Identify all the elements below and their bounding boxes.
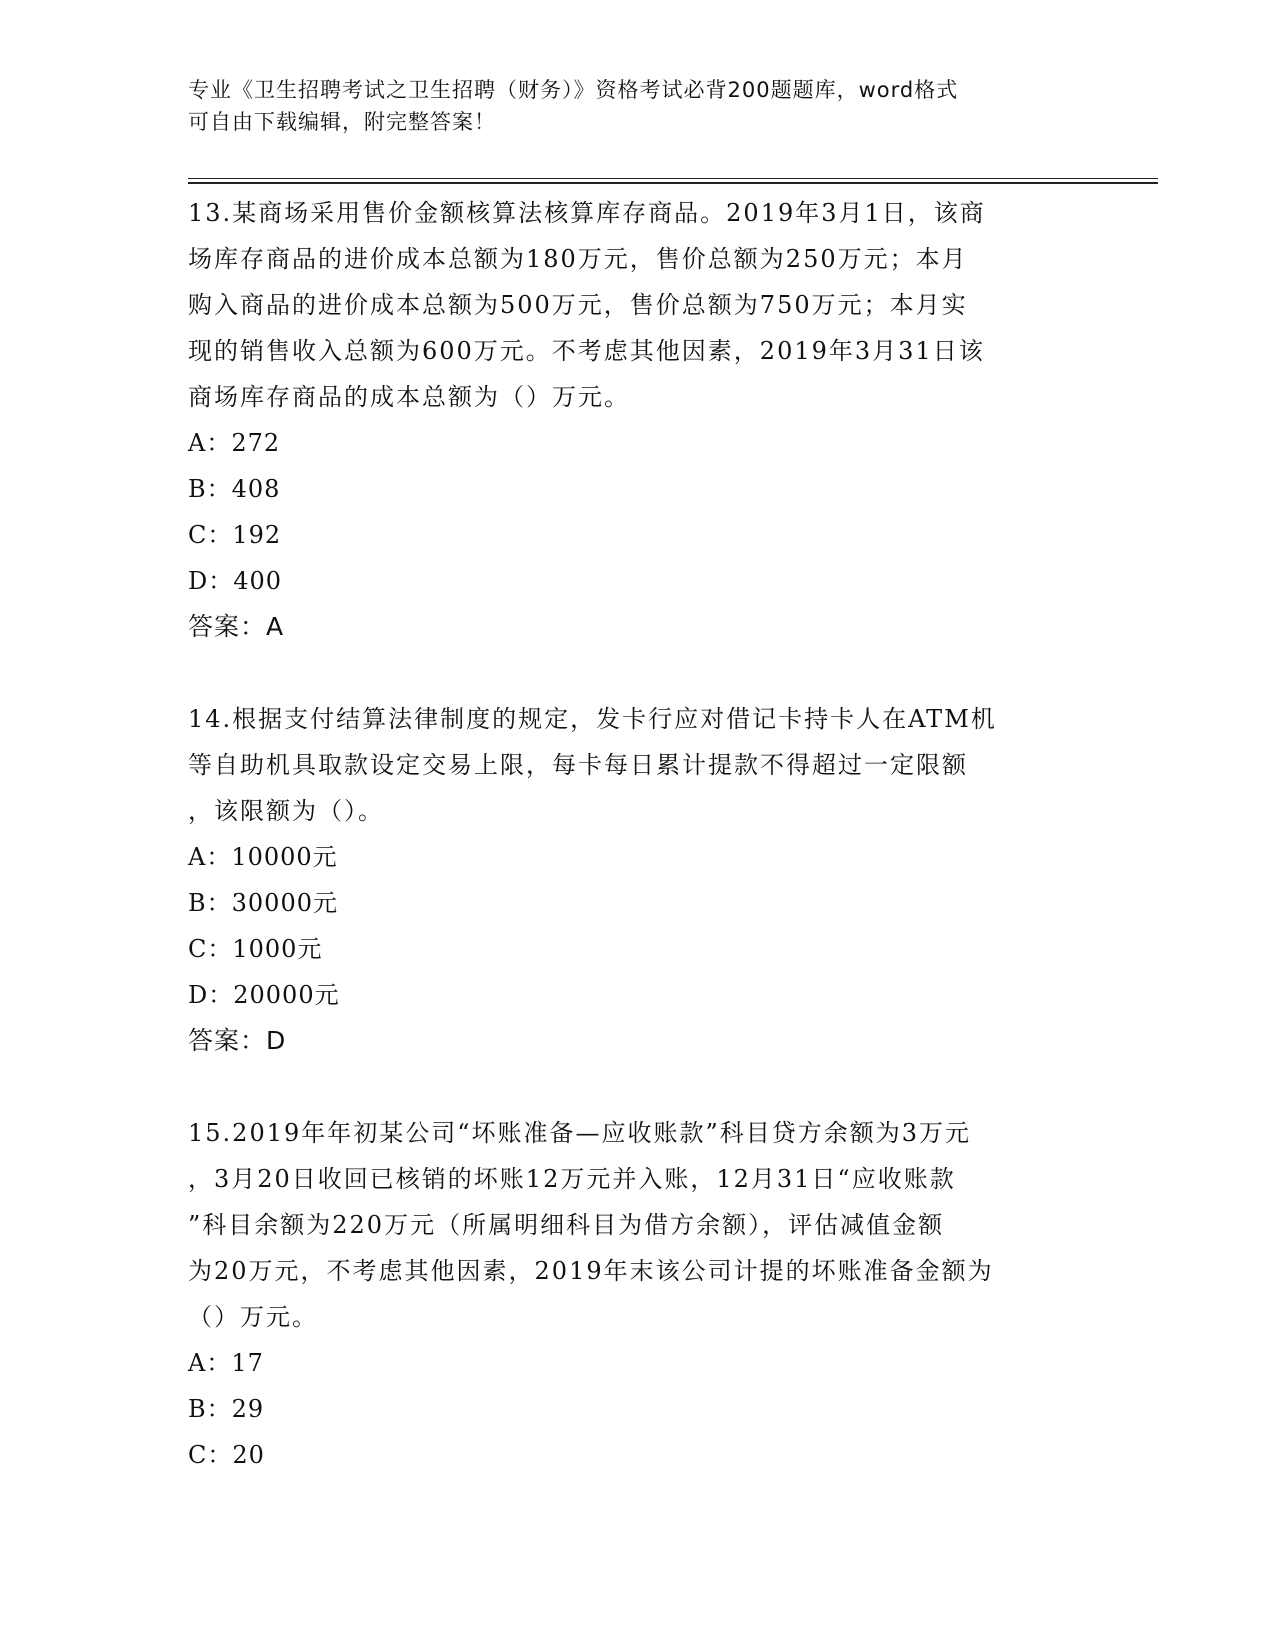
header-divider-thick <box>188 182 1158 184</box>
question-list <box>188 190 1088 1524</box>
option-c: C：20 <box>188 1441 265 1469</box>
header-line-2: 可自由下载编辑，附完整答案！ <box>188 110 496 134</box>
option-a: A：10000元 <box>188 843 338 871</box>
header-divider-thin <box>188 178 1158 179</box>
question-text: 13.某商场采用售价金额核算法核算库存商品。2019年3月1日，该商 场库存商品的进价成本总额为180万元，售价总额为250万元；本月 购入商品的进价成本总额为500万元，售价总额为750万元；本月实 现的销售收入总额为600万元。不考虑其他因素，2019年3月31日该 商场库存商品的成本总额为（）万元。 <box>188 199 986 411</box>
option-a: A：272 <box>188 429 281 457</box>
question-text: 14.根据支付结算法律制度的规定，发卡行应对借记卡持卡人在ATM机 等自助机具取款设定交易上限，每卡每日累计提款不得超过一定限额 ，该限额为（）。 <box>188 705 997 825</box>
answer: 答案：A <box>188 612 285 641</box>
answer: 答案：D <box>188 1026 287 1055</box>
question-text: 15.2019年年初某公司“坏账准备—应收账款”科目贷方余额为3万元 ，3月20日收回已核销的坏账12万元并入账，12月31日“应收账款 ”科目余额为220万元（所属明细科目为借方余额），评估减值金额 为20万元，不考虑其他因素，2019年末该公司计提的坏账准备金额为 （）万元。 <box>188 1119 994 1331</box>
option-d: D：400 <box>188 567 283 595</box>
question-14 <box>188 696 1088 1064</box>
question-15 <box>188 1110 1088 1478</box>
document-header <box>188 74 1088 138</box>
header-line-1: 专业《卫生招聘考试之卫生招聘（财务）》资格考试必背200题题库，word格式 <box>188 78 959 102</box>
option-a: A：17 <box>188 1349 264 1377</box>
option-b: B：29 <box>188 1395 265 1423</box>
option-b: B：408 <box>188 475 281 503</box>
option-d: D：20000元 <box>188 981 340 1009</box>
option-c: C：192 <box>188 521 282 549</box>
option-b: B：30000元 <box>188 889 338 917</box>
question-13 <box>188 190 1088 650</box>
option-c: C：1000元 <box>188 935 323 963</box>
